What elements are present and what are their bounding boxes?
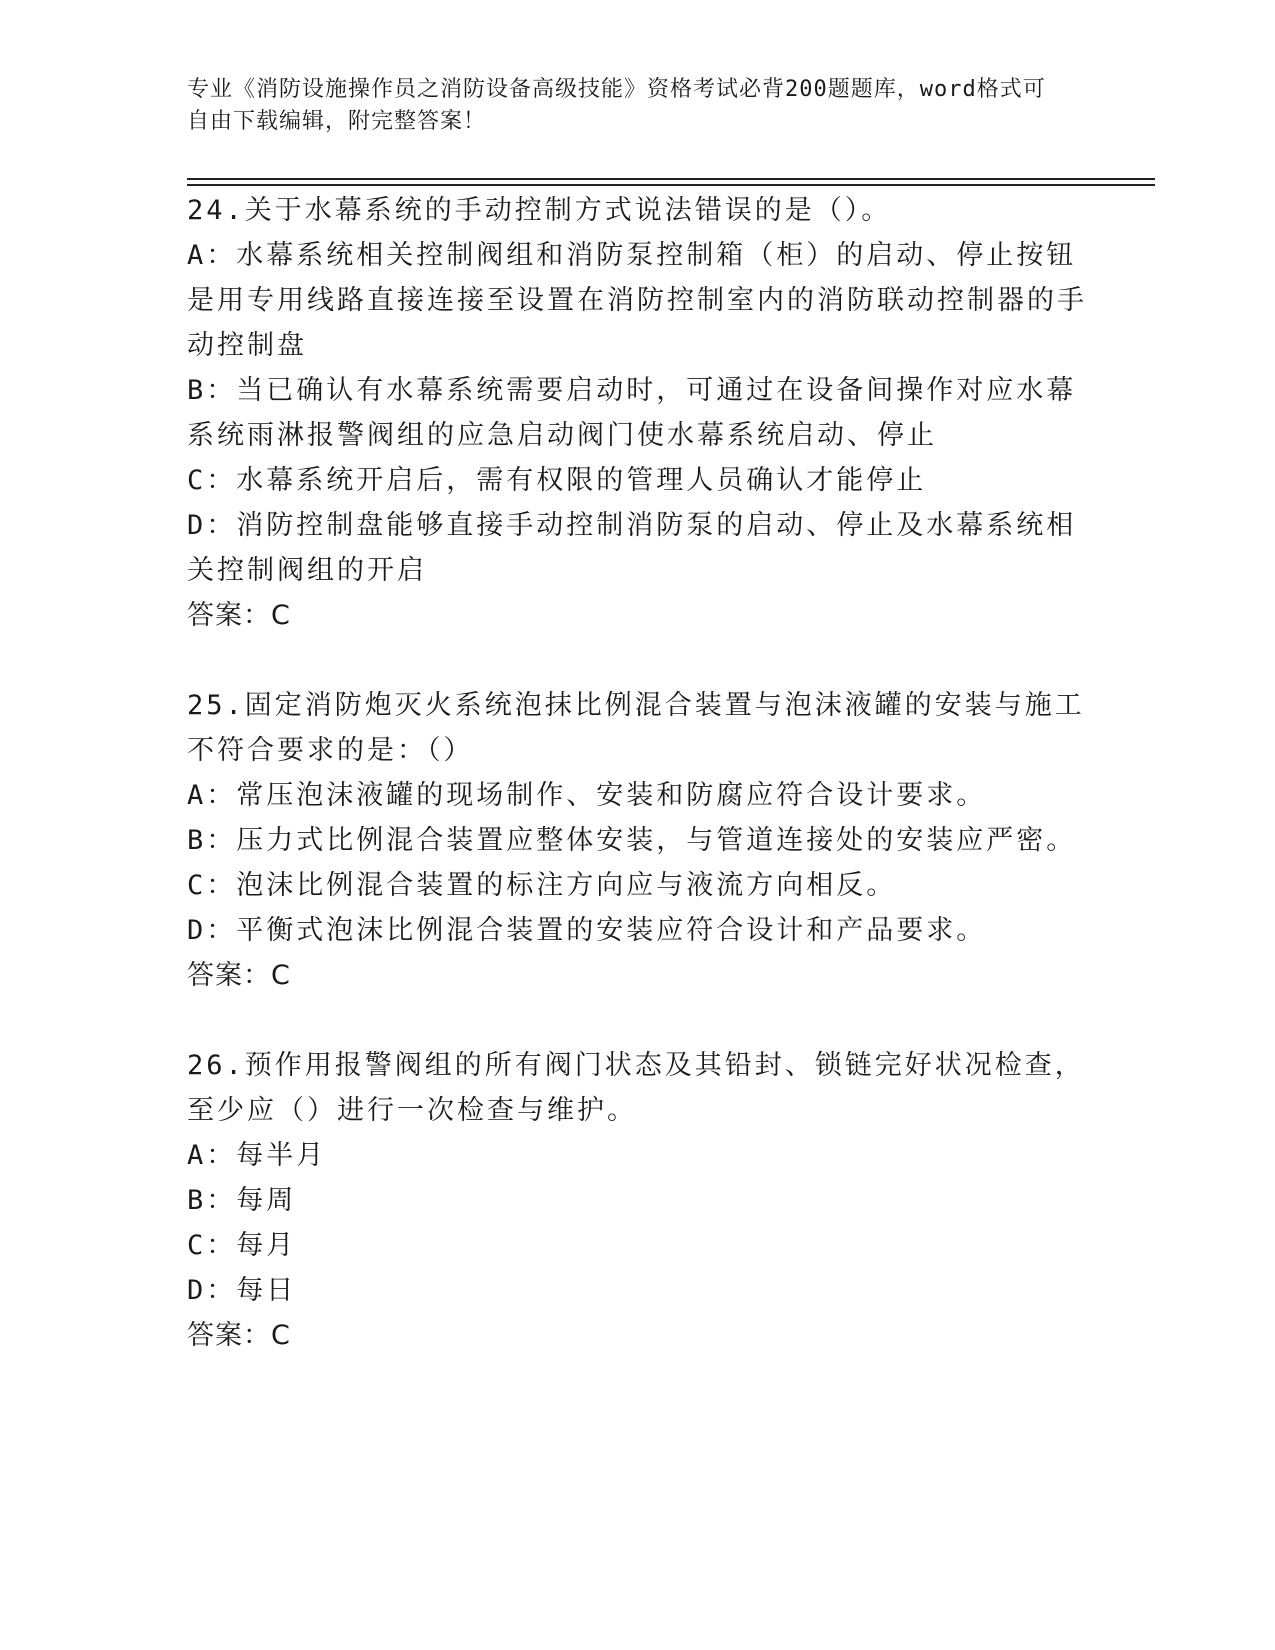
option-c: C：每月 xyxy=(187,1230,297,1261)
option-a: A：每半月 xyxy=(187,1140,327,1171)
question-list xyxy=(187,188,1087,1403)
header-divider-top xyxy=(187,178,1155,180)
answer: 答案：C xyxy=(187,600,291,631)
option-b: B：当已确认有水幕系统需要启动时，可通过在设备间操作对应水幕系统雨淋报警阀组的应急启动阀门使水幕系统启动、停止 xyxy=(187,375,1077,451)
option-a: A：常压泡沫液罐的现场制作、安装和防腐应符合设计要求。 xyxy=(187,780,987,811)
question-26 xyxy=(187,1043,1087,1358)
question-25 xyxy=(187,683,1087,998)
question-stem: 25.固定消防炮灭火系统泡抹比例混合装置与泡沫液罐的安装与施工不符合要求的是：（） xyxy=(187,690,1085,766)
option-a: A：水幕系统相关控制阀组和消防泵控制箱（柜）的启动、停止按钮是用专用线路直接连接至设置在消防控制室内的消防联动控制器的手动控制盘 xyxy=(187,240,1087,361)
answer: 答案：C xyxy=(187,1320,291,1351)
answer: 答案：C xyxy=(187,960,291,991)
question-stem: 24.关于水幕系统的手动控制方式说法错误的是（）。 xyxy=(187,195,892,226)
option-c: C：水幕系统开启后，需有权限的管理人员确认才能停止 xyxy=(187,465,927,496)
option-b: B：每周 xyxy=(187,1185,297,1216)
document-header: 专业《消防设施操作员之消防设备高级技能》资格考试必背200题题库，word格式可自由下载编辑，附完整答案！ xyxy=(187,77,1046,134)
option-d: D：消防控制盘能够直接手动控制消防泵的启动、停止及水幕系统相关控制阀组的开启 xyxy=(187,510,1077,586)
question-24 xyxy=(187,188,1087,638)
question-stem: 26.预作用报警阀组的所有阀门状态及其铅封、锁链完好状况检查，至少应（）进行一次检查与维护。 xyxy=(187,1050,1085,1126)
option-d: D：平衡式泡沫比例混合装置的安装应符合设计和产品要求。 xyxy=(187,915,987,946)
header-divider-bottom xyxy=(187,184,1155,186)
option-d: D：每日 xyxy=(187,1275,297,1306)
option-c: C：泡沫比例混合装置的标注方向应与液流方向相反。 xyxy=(187,870,897,901)
option-b: B：压力式比例混合装置应整体安装，与管道连接处的安装应严密。 xyxy=(187,825,1077,856)
